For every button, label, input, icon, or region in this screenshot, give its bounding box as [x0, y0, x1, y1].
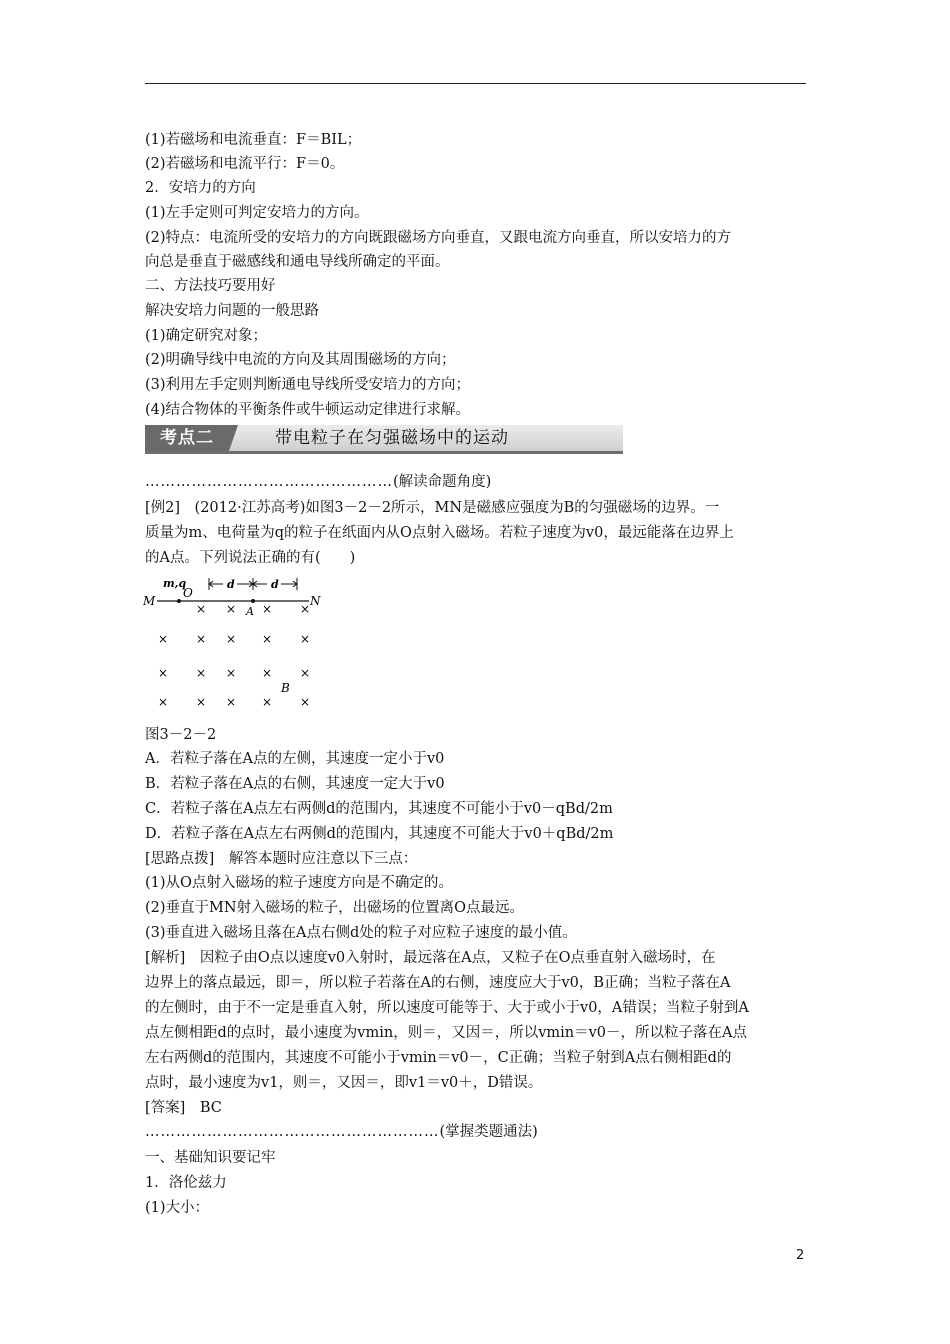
field-mark-x: × — [299, 602, 311, 616]
field-mark-x: × — [299, 666, 311, 680]
point-A — [251, 599, 255, 603]
text-line: 左右两侧d的范围内，其速度不可能小于vmin＝v0－，C正确；当粒子射到A点右侧相距d的 — [145, 1050, 732, 1066]
field-mark-x: × — [195, 666, 207, 680]
text-line: 的左侧时，由于不一定是垂直入射，所以速度可能等于、大于或小于v0，A错误；当粒子射到A — [145, 1000, 749, 1016]
text-line: (1)从O点射入磁场的粒子速度方向是不确定的。 — [145, 875, 453, 891]
text-line: 解决安培力问题的一般思路 — [145, 303, 319, 319]
section-tag-tail — [229, 425, 238, 451]
text-line: 图3－2－2 — [145, 727, 217, 743]
field-mark-x: × — [225, 602, 237, 616]
label-A: A — [246, 605, 254, 618]
text-line: (1)确定研究对象； — [145, 328, 268, 344]
text-line: (4)结合物体的平衡条件或牛顿运动定律进行求解。 — [145, 402, 471, 418]
text-line: 向总是垂直于磁感线和通电导线所确定的平面。 — [145, 254, 450, 270]
text-line: 点时，最小速度为v1，则＝，又因＝，即v1＝v0＋，D错误。 — [145, 1075, 543, 1091]
text-line: 边界上的落点最远，即＝，所以粒子若落在A的右侧，速度应大于v0，B正确；当粒子落在A — [145, 975, 731, 991]
text-line: (3)利用左手定则判断通电导线所受安培力的方向； — [145, 377, 471, 393]
field-mark-x: × — [195, 695, 207, 709]
label-N: N — [310, 594, 321, 608]
field-mark-x: × — [299, 632, 311, 646]
label-d: d — [271, 578, 279, 591]
text-line: [思路点拨] 解答本题时应注意以下三点： — [145, 851, 418, 867]
text-line: 点左侧相距d的点时，最小速度为vmin，则＝，又因＝，所以vmin＝v0－，所以粒子落在A点 — [145, 1025, 748, 1041]
label-B: B — [281, 681, 290, 695]
header-rule — [145, 83, 806, 84]
text-line: (1)左手定则可判定安培力的方向。 — [145, 205, 369, 221]
text-line: (2)若磁场和电流平行：F＝0。 — [145, 156, 345, 172]
divider-methods — [145, 1120, 538, 1144]
divider-interpret — [145, 470, 491, 494]
field-mark-x: × — [261, 632, 273, 646]
field-mark-x: × — [225, 695, 237, 709]
label-mq: m,q — [163, 577, 187, 590]
divider-dots: ………………………………………… — [145, 474, 393, 490]
option-d: D．若粒子落在A点左右两侧d的范围内，其速度不可能大于v0＋qBd/2m — [145, 826, 614, 842]
divider-dots: ………………………………………………… — [145, 1124, 440, 1140]
text-line: 1．洛伦兹力 — [145, 1175, 227, 1191]
field-mark-x: × — [225, 632, 237, 646]
option-c: C．若粒子落在A点左右两侧d的范围内，其速度不可能小于v0－qBd/2m — [145, 801, 613, 817]
field-mark-x: × — [157, 666, 169, 680]
field-mark-x: × — [261, 602, 273, 616]
point-O — [177, 599, 181, 603]
field-mark-x: × — [225, 666, 237, 680]
answer-line: [答案] BC — [145, 1100, 222, 1116]
field-mark-x: × — [195, 632, 207, 646]
field-mark-x: × — [261, 666, 273, 680]
example-line: 质量为m、电荷量为q的粒子在纸面内从O点射入磁场。若粒子速度为v0，最远能落在边界上 — [145, 525, 734, 541]
section-tag: 考点二 — [145, 425, 229, 451]
example-line: [例2] (2012·江苏高考)如图3－2－2所示，MN是磁感应强度为B的匀强磁场的边界。一 — [145, 500, 720, 516]
text-line: (1)若磁场和电流垂直：F＝BIL； — [145, 132, 362, 148]
text-line: (3)垂直进入磁场且落在A点右侧d处的粒子对应粒子速度的最小值。 — [145, 925, 577, 941]
text-line: [解析] 因粒子由O点以速度v0入射时，最远落在A点，又粒子在O点垂直射入磁场时，在 — [145, 950, 716, 966]
figure-magnetic-field — [143, 570, 333, 720]
text-line: 2．安培力的方向 — [145, 180, 256, 196]
page-number: 2 — [796, 1248, 805, 1263]
example-line: 的A点。下列说法正确的有( ) — [145, 550, 356, 566]
divider-label: (掌握类题通法) — [439, 1124, 538, 1140]
text-line: (2)垂直于MN射入磁场的粒子，出磁场的位置离O点最远。 — [145, 900, 524, 916]
option-b: B．若粒子落在A点的右侧，其速度一定大于v0 — [145, 776, 445, 792]
text-line: (2)明确导线中电流的方向及其周围磁场的方向； — [145, 352, 456, 368]
text-line: 一、基础知识要记牢 — [145, 1150, 276, 1166]
label-O: O — [183, 586, 193, 600]
field-mark-x: × — [157, 695, 169, 709]
section-title: 带电粒子在匀强磁场中的运动 — [275, 428, 509, 448]
label-d: d — [227, 578, 235, 591]
field-mark-x: × — [157, 632, 169, 646]
figure-svg — [143, 570, 333, 720]
option-a: A．若粒子落在A点的左侧，其速度一定小于v0 — [145, 751, 445, 767]
label-M: M — [143, 594, 156, 608]
field-mark-x: × — [261, 695, 273, 709]
section-banner — [145, 425, 623, 459]
field-mark-x: × — [195, 602, 207, 616]
field-mark-x: × — [299, 695, 311, 709]
divider-label: (解读命题角度) — [393, 474, 492, 490]
text-line: 二、方法技巧要用好 — [145, 278, 276, 294]
text-line: (2)特点：电流所受的安培力的方向既跟磁场方向垂直，又跟电流方向垂直，所以安培力的方 — [145, 230, 732, 246]
text-line: (1)大小： — [145, 1200, 210, 1216]
